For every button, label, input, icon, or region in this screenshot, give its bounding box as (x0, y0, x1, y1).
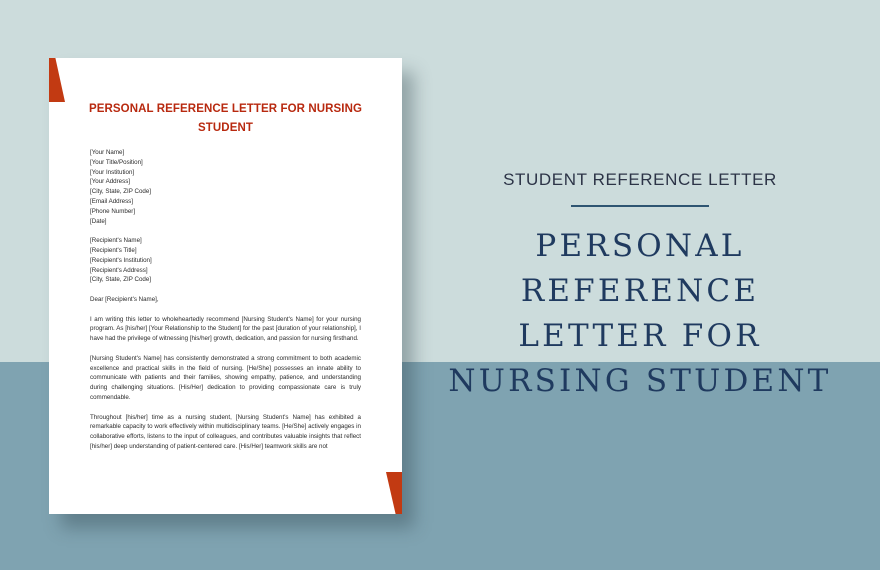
corner-accent-top-left (49, 58, 65, 102)
body-paragraph: I am writing this letter to wholeheartedly recommend [Nursing Student's Name] for your nursing program. As [his/her] [Your Relationship to the Student] for the past [duration of your relationship], I have had the privilege of witnessing [his/her] growth, dedication, and passion for nursing firsthand. (90, 315, 361, 343)
corner-accent-bottom-right (386, 472, 402, 514)
recipient-line: [Recipient's Institution] (90, 256, 152, 264)
sender-line: [City, State, ZIP Code] (90, 188, 151, 196)
document-body (90, 148, 361, 452)
sender-line: [Date] (90, 217, 107, 225)
salutation: Dear [Recipient's Name], (90, 295, 159, 303)
recipient-line: [City, State, ZIP Code] (90, 276, 151, 284)
promo-subtitle: STUDENT REFERENCE LETTER (503, 170, 777, 189)
sender-line: [Your Name] (90, 149, 125, 156)
document-title-line-2: STUDENT (197, 122, 253, 134)
sender-line: [Your Institution] (90, 168, 135, 176)
promo-divider (571, 205, 709, 207)
document-title-line-1: PERSONAL REFERENCE LETTER FOR NURSING (88, 103, 363, 115)
recipient-line: [Recipient's Title] (90, 246, 137, 254)
promo-title-line-1: PERSONAL REFERENCE (520, 228, 760, 309)
promo-title (420, 224, 860, 404)
sender-line: [Your Title/Position] (90, 158, 143, 166)
body-paragraph: [Nursing Student's Name] has consistently demonstrated a strong commitment to both academic excellence and practical skills in the field of nursing. [He/She] possesses an innate ability to communicate with patients and their families, showing empathy, patience, and understanding during challenging situations. [His/Her] dedication to providing compassionate care is truly commendable. (90, 354, 361, 401)
sender-line: [Your Address] (90, 178, 131, 186)
promo-title-line-3: NURSING STUDENT (448, 363, 832, 399)
recipient-line: [Recipient's Name] (90, 237, 142, 245)
body-paragraph: Throughout [his/her] time as a nursing student, [Nursing Student's Name] has exhibited a remarkable capacity to work effectively within multidisciplinary teams. [He/She] actively engages in collaborative efforts, listens to the input of colleagues, and contributes valuable insights that reflect [his/her] deep understanding of patient-centered care. [His/Her] teamwork skills are not (90, 413, 361, 450)
recipient-block (90, 236, 361, 285)
sender-line: [Phone Number] (90, 207, 136, 215)
promo-title-line-2: LETTER FOR (518, 318, 762, 354)
letter-document-preview (49, 58, 402, 514)
sender-block (90, 148, 361, 226)
sender-line: [Email Address] (90, 197, 133, 205)
recipient-line: [Recipient's Address] (90, 266, 148, 274)
document-title (79, 100, 372, 138)
